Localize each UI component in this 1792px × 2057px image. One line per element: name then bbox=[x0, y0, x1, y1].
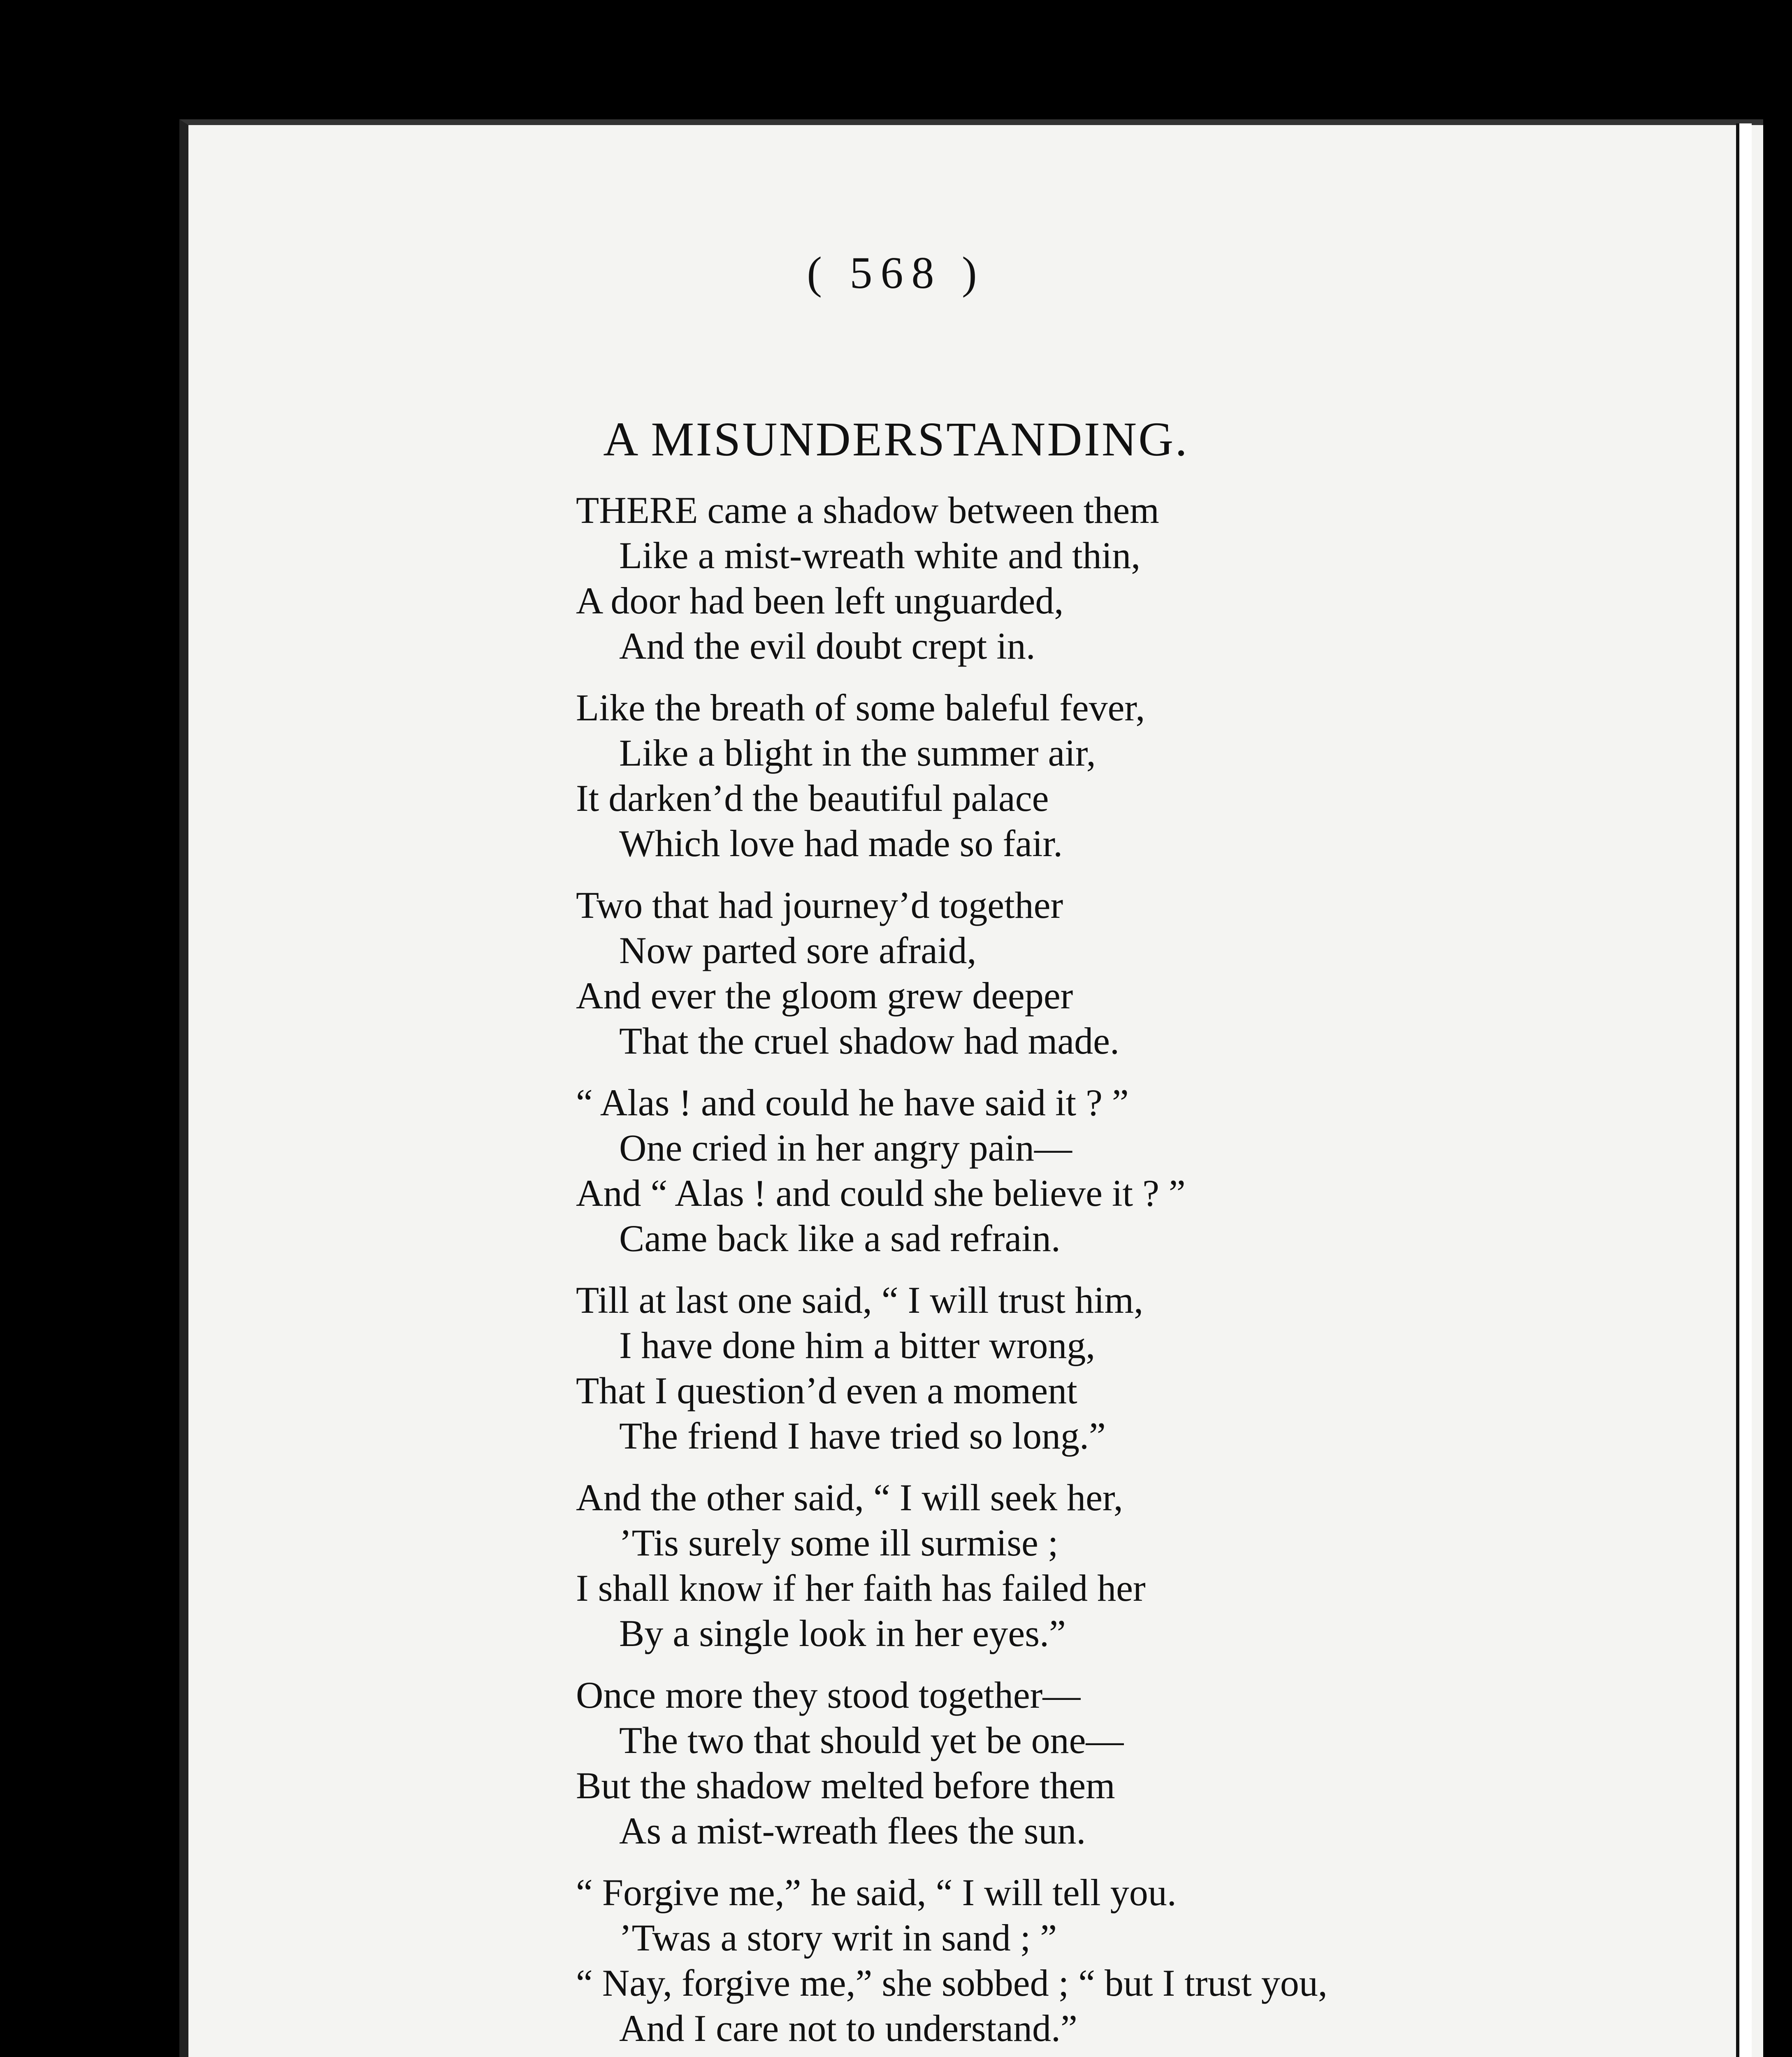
poem-line: Came back like a sad refrain. bbox=[619, 1217, 1061, 1259]
poem-title: A MISUNDERSTANDING. bbox=[603, 412, 1189, 466]
poem-line: And the other said, “ I will seek her, bbox=[576, 1477, 1123, 1518]
poem-line: I shall know if her faith has failed her bbox=[576, 1567, 1146, 1609]
poem-line: That the cruel shadow had made. bbox=[619, 1020, 1119, 1062]
poem-line: The friend I have tried so long.” bbox=[619, 1415, 1106, 1457]
poem-line: Like the breath of some baleful fever, bbox=[576, 687, 1145, 729]
poem-line: It darken’d the beautiful palace bbox=[576, 777, 1049, 819]
poem-stanza bbox=[576, 1475, 1604, 1656]
poem-line: By a single look in her eyes.” bbox=[619, 1612, 1066, 1654]
poem-line: I have done him a bitter wrong, bbox=[619, 1324, 1096, 1366]
poem-line: Once more they stood together— bbox=[576, 1674, 1081, 1716]
poem-line: A door had been left unguarded, bbox=[576, 580, 1064, 622]
poem-line: ’Tis surely some ill surmise ; bbox=[619, 1522, 1058, 1564]
poem-line: As a mist-wreath flees the sun. bbox=[619, 1810, 1086, 1852]
poem-line: Which love had made so fair. bbox=[619, 822, 1063, 864]
poem-line: And I care not to understand.” bbox=[619, 2007, 1077, 2049]
poem-line: But the shadow melted before them bbox=[576, 1764, 1115, 1806]
page-number: ( 568 ) bbox=[807, 248, 985, 298]
poem-line: And ever the gloom grew deeper bbox=[576, 975, 1073, 1017]
poem-line: And the evil doubt crept in. bbox=[619, 625, 1035, 667]
poem-line: “ Forgive me,” he said, “ I will tell you. bbox=[576, 1871, 1177, 1913]
poem-stanza bbox=[576, 882, 1604, 1063]
poem-line: ’Twas a story writ in sand ; ” bbox=[619, 1917, 1057, 1959]
poem-line: “ Nay, forgive me,” she sobbed ; “ but I trust you, bbox=[576, 1962, 1328, 2004]
poem-line: And “ Alas ! and could she believe it ? ” bbox=[576, 1172, 1186, 1214]
poem-line: That I question’d even a moment bbox=[576, 1370, 1077, 1412]
poem-line: THERE came a shadow between them bbox=[576, 489, 1159, 531]
poem-line: Like a mist-wreath white and thin, bbox=[619, 534, 1141, 576]
poem-stanza bbox=[576, 1080, 1604, 1261]
poem-stanza bbox=[576, 1870, 1604, 2051]
poem-line: “ Alas ! and could he have said it ? ” bbox=[576, 1082, 1129, 1124]
poem-stanza bbox=[576, 488, 1604, 669]
poem-stanza bbox=[576, 1672, 1604, 1853]
poem-line: Like a blight in the summer air, bbox=[619, 732, 1096, 774]
poem-body bbox=[576, 488, 1604, 2057]
poem-line: The two that should yet be one— bbox=[619, 1719, 1124, 1761]
poem-line: Two that had journey’d together bbox=[576, 884, 1063, 926]
poem-stanza bbox=[576, 1277, 1604, 1458]
poem-line: Now parted sore afraid, bbox=[619, 929, 977, 971]
poem-line: One cried in her angry pain— bbox=[619, 1127, 1072, 1169]
poem-stanza bbox=[576, 685, 1604, 866]
poem-line: Till at last one said, “ I will trust him, bbox=[576, 1279, 1144, 1321]
